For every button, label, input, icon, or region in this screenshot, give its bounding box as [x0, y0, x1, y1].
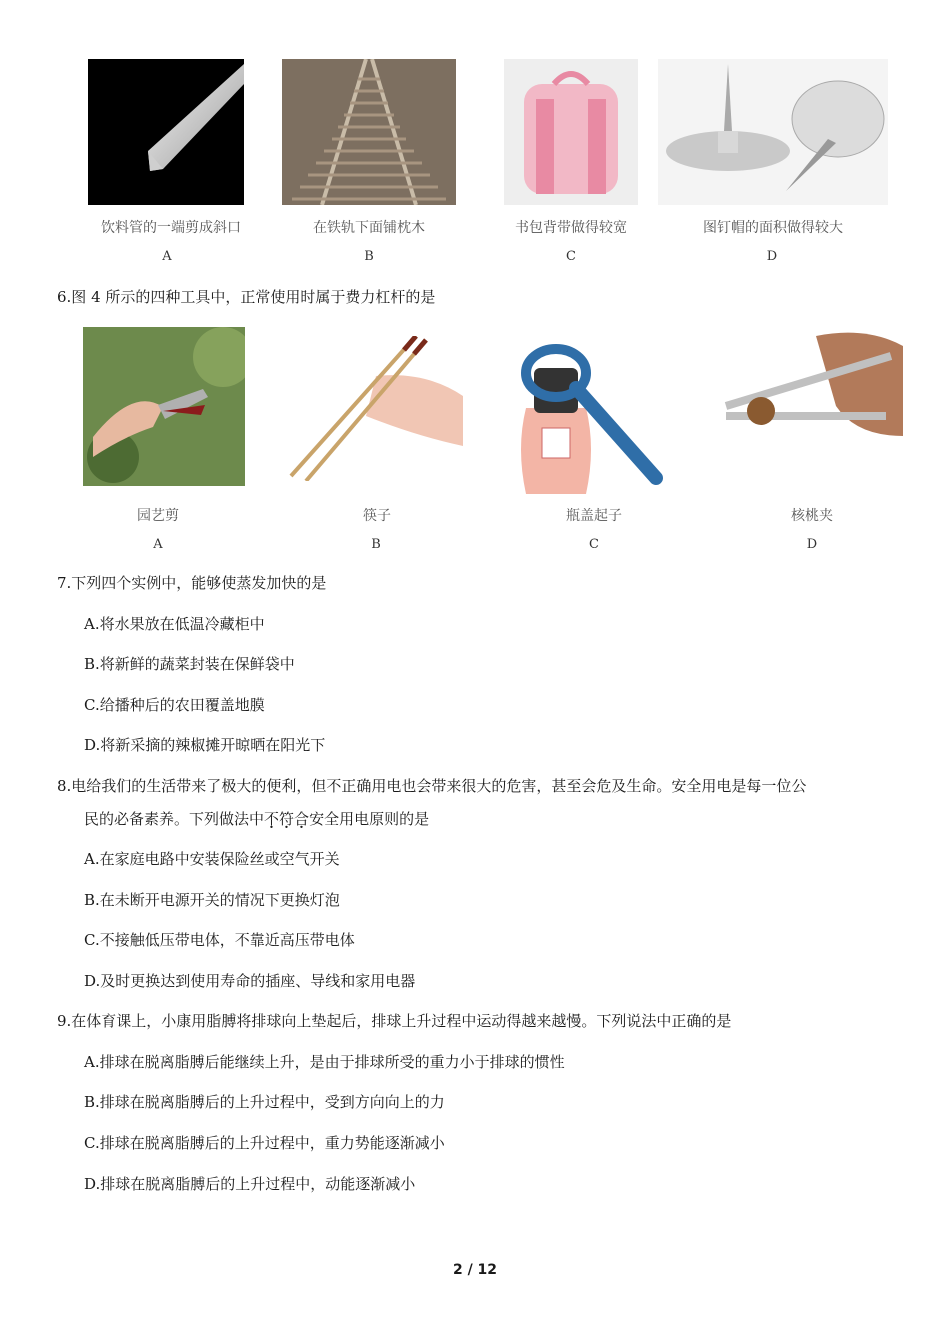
stem-text: 民的必备素养。下列做法中	[84, 810, 265, 828]
pruning-shears-image	[83, 327, 245, 486]
option-text: C.给播种后的农田覆盖地膜	[84, 696, 265, 714]
question-stem: 6.图 4 所示的四种工具中，正常使用时属于费力杠杆的是	[57, 288, 436, 306]
option-text: A.在家庭电路中安装保险丝或空气开关	[84, 850, 340, 868]
emphasis-char: 不	[264, 810, 280, 828]
thumbtack-image	[658, 59, 888, 205]
option-caption: 饮料管的一端剪成斜口	[101, 220, 241, 236]
option-caption: 书包背带做得较宽	[515, 220, 627, 236]
option-text: A.将水果放在低温冷藏柜中	[84, 615, 265, 633]
option-text: D.及时更换达到使用寿命的插座、导线和家用电器	[84, 972, 416, 990]
option-letter: C	[566, 249, 576, 264]
option-letter: C	[589, 537, 599, 552]
emphasis-char: 合	[294, 810, 310, 828]
railway-sleepers-image	[282, 59, 456, 205]
option-letter: A	[162, 249, 172, 264]
question-stem-line2	[84, 809, 429, 829]
option-text: B.排球在脱离脂膊后的上升过程中，受到方向向上的力	[84, 1093, 445, 1111]
option-caption: 筷子	[363, 508, 391, 524]
backpack-image	[504, 59, 638, 205]
bottle-opener-image	[496, 328, 666, 494]
chopsticks-image	[286, 336, 463, 481]
nutcracker-image	[706, 326, 903, 456]
option-caption: 图钉帽的面积做得较大	[703, 220, 843, 236]
straw-cut-image	[88, 59, 244, 205]
question-stem: 8.电给我们的生活带来了极大的便利，但不正确用电也会带来很大的危害，甚至会危及生命。安全用电是每一位公	[57, 777, 807, 795]
option-text: D.将新采摘的辣椒摊开晾晒在阳光下	[84, 736, 326, 754]
option-text: D.排球在脱离脂膊后的上升过程中，动能逐渐减小	[84, 1175, 416, 1193]
option-letter: B	[364, 249, 374, 264]
stem-text: 安全用电原则的是	[309, 810, 430, 828]
option-letter: A	[153, 537, 163, 552]
option-text: C.不接触低压带电体，不靠近高压带电体	[84, 931, 355, 949]
question-stem: 7.下列四个实例中，能够使蒸发加快的是	[57, 574, 327, 592]
option-text: B.将新鲜的蔬菜封装在保鲜袋中	[84, 655, 295, 673]
question-stem: 9.在体育课上，小康用脂膊将排球向上垫起后，排球上升过程中运动得越来越慢。下列说法中正确的是	[57, 1012, 732, 1030]
option-letter: B	[371, 537, 381, 552]
option-text: A.排球在脱离脂膊后能继续上升，是由于排球所受的重力小于排球的惯性	[84, 1053, 565, 1071]
option-letter: D	[766, 249, 778, 264]
option-caption: 瓶盖起子	[566, 508, 622, 524]
option-caption: 园艺剪	[137, 508, 179, 524]
option-text: C.排球在脱离脂膊后的上升过程中，重力势能逐渐减小	[84, 1134, 445, 1152]
page-number: 2 / 12	[452, 1262, 498, 1278]
emphasis-char: 符	[279, 810, 295, 828]
option-letter: D	[806, 537, 818, 552]
option-caption: 在铁轨下面铺枕木	[313, 220, 425, 236]
option-text: B.在未断开电源开关的情况下更换灯泡	[84, 891, 340, 909]
option-caption: 核桃夹	[791, 508, 833, 524]
